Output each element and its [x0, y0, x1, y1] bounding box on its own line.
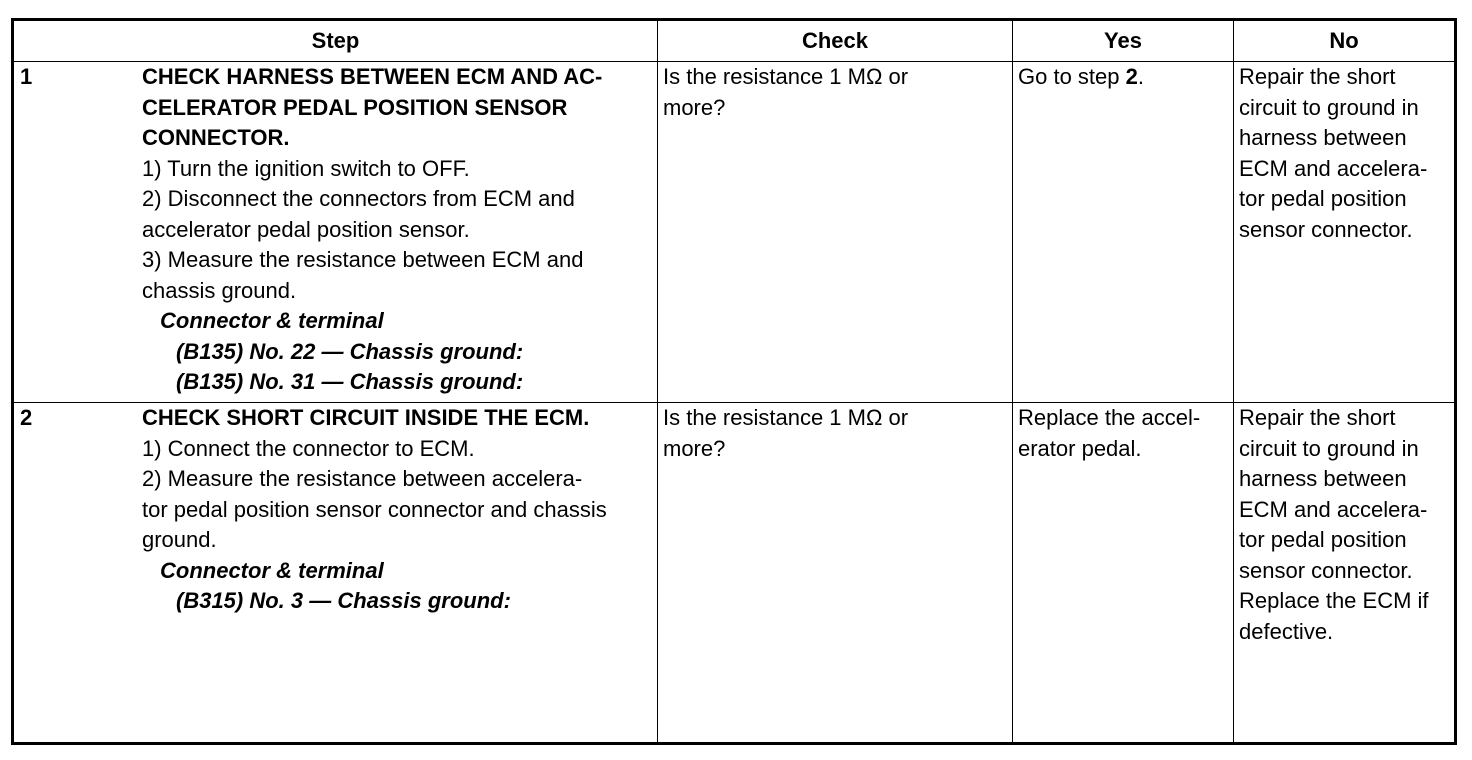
step-title-line: CHECK HARNESS BETWEEN ECM AND AC-: [142, 64, 603, 89]
yes-cell: [1013, 403, 1234, 744]
no-line: Replace the ECM if: [1239, 588, 1429, 613]
yes-step-ref: 2: [1125, 64, 1138, 89]
no-line: circuit to ground in: [1239, 435, 1419, 461]
diagnostic-table: [11, 18, 1457, 745]
instruction-line: 3) Measure the resistance between ECM and: [142, 247, 584, 272]
step-title-line: CHECK SHORT CIRCUIT INSIDE THE ECM.: [142, 405, 590, 430]
no-line: sensor connector.: [1239, 216, 1413, 242]
yes-line: Replace the accel-: [1018, 405, 1201, 430]
instruction-line: chassis ground.: [142, 277, 297, 303]
step-body: [142, 62, 657, 398]
yes-line: erator pedal.: [1018, 435, 1142, 461]
no-line: harness between: [1239, 125, 1407, 150]
instruction-line: accelerator pedal position sensor.: [142, 216, 470, 242]
check-line: Is the resistance 1 MΩ or: [663, 405, 909, 430]
terminal-line: (B135) No. 22 — Chassis ground:: [176, 338, 524, 364]
step-body: [142, 403, 657, 617]
header-no: No: [1234, 20, 1456, 62]
no-line: Repair the short: [1239, 405, 1396, 430]
no-cell: [1234, 403, 1456, 744]
no-line: Repair the short: [1239, 64, 1396, 89]
step-title-line: CELERATOR PEDAL POSITION SENSOR: [142, 94, 568, 120]
step-title-line: CONNECTOR.: [142, 125, 290, 150]
table-row: [13, 62, 1456, 403]
terminal-line: (B315) No. 3 — Chassis ground:: [176, 588, 511, 613]
instruction-line: tor pedal position sensor connector and chassis: [142, 496, 607, 522]
check-line: more?: [663, 94, 726, 120]
check-line: more?: [663, 435, 726, 461]
instruction-line: 2) Measure the resistance between accelera-: [142, 466, 583, 491]
table-row: [13, 403, 1456, 744]
yes-cell: [1013, 62, 1234, 403]
no-line: sensor connector.: [1239, 557, 1413, 583]
check-line: Is the resistance 1 MΩ or: [663, 64, 909, 89]
no-cell: [1234, 62, 1456, 403]
yes-text: Go to step: [1018, 64, 1126, 89]
terminal-line: (B135) No. 31 — Chassis ground:: [176, 369, 524, 394]
connector-label: Connector & terminal: [160, 308, 384, 333]
no-line: circuit to ground in: [1239, 94, 1419, 120]
step-number: 2: [20, 405, 33, 430]
instruction-line: 2) Disconnect the connectors from ECM and: [142, 186, 575, 211]
no-line: ECM and accelera-: [1239, 496, 1428, 522]
header-yes: Yes: [1013, 20, 1234, 62]
check-cell: [658, 62, 1013, 403]
header-check: Check: [658, 20, 1013, 62]
step-number: 1: [20, 64, 33, 89]
connector-label: Connector & terminal: [160, 557, 384, 583]
instruction-line: ground.: [142, 527, 217, 552]
no-line: defective.: [1239, 618, 1334, 644]
step-cell: [13, 62, 658, 403]
no-line: ECM and accelera-: [1239, 155, 1428, 181]
instruction-line: 1) Turn the ignition switch to OFF.: [142, 155, 470, 181]
header-row: [13, 20, 1456, 62]
instruction-line: 1) Connect the connector to ECM.: [142, 435, 475, 461]
no-line: harness between: [1239, 466, 1407, 491]
yes-suffix: .: [1137, 64, 1144, 89]
no-line: tor pedal position: [1239, 527, 1407, 552]
check-cell: [658, 403, 1013, 744]
header-step: Step: [13, 20, 658, 62]
no-line: tor pedal position: [1239, 186, 1407, 211]
step-cell: [13, 403, 658, 744]
